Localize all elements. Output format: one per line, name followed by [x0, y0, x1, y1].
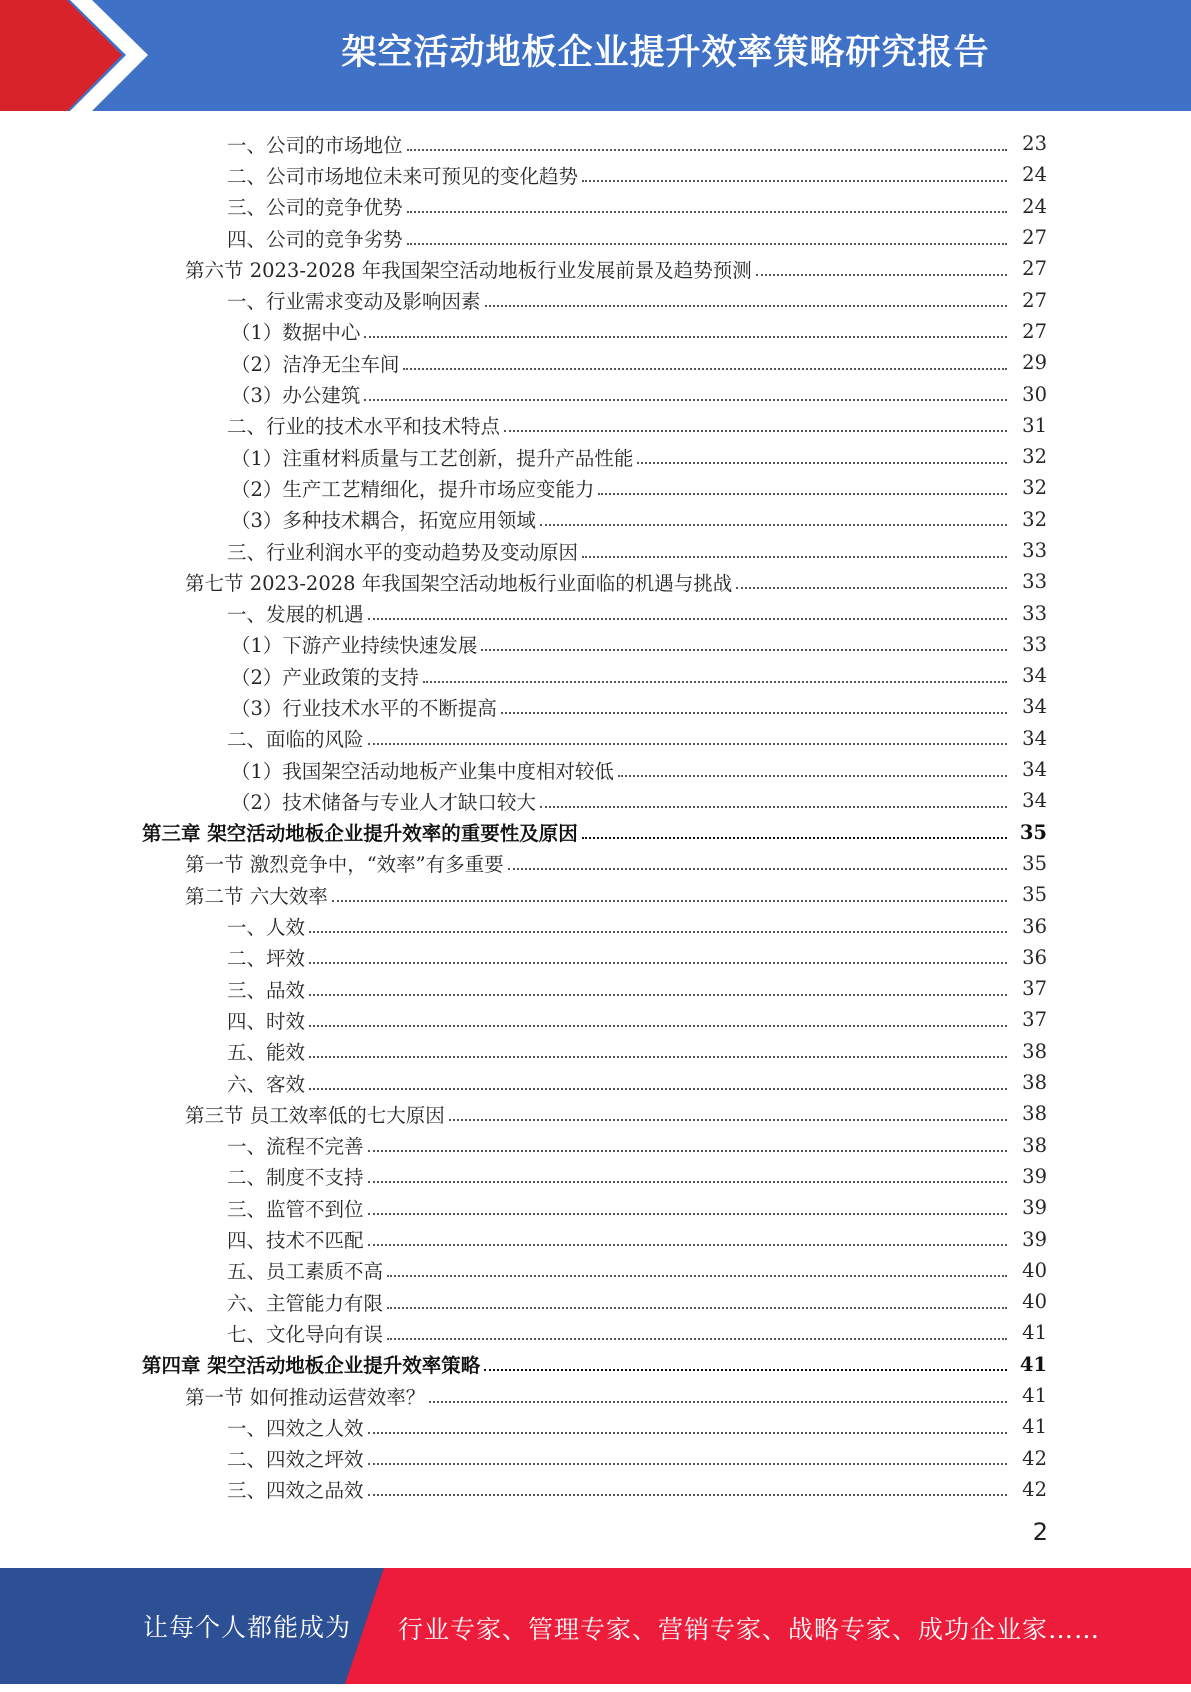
toc-subsection-entry[interactable]: [0, 942, 1191, 973]
toc-dot-leader: [368, 1150, 1007, 1152]
toc-dot-leader: [637, 462, 1007, 464]
toc-section-entry[interactable]: [0, 848, 1191, 879]
toc-entry-title: （2）洁净无尘车间: [231, 352, 400, 376]
toc-subsection-entry[interactable]: [0, 1067, 1191, 1098]
toc-section-entry[interactable]: [0, 566, 1191, 597]
toc-dot-leader: [449, 1119, 1007, 1121]
toc-entry-page: 35: [1022, 851, 1047, 875]
toc-subsection-entry[interactable]: [0, 629, 1191, 660]
toc-entry-title: 三、公司的竞争优势: [227, 196, 403, 220]
page-number: 2: [1032, 1518, 1048, 1546]
toc-entry-title: （1）数据中心: [231, 321, 361, 345]
toc-subsection-entry[interactable]: [0, 1286, 1191, 1317]
toc-entry-page: 31: [1022, 413, 1047, 437]
toc-dot-leader: [368, 1213, 1007, 1215]
toc-subsection-entry[interactable]: [0, 222, 1191, 253]
toc-subsection-entry[interactable]: [0, 472, 1191, 503]
toc-entry-title: 一、行业需求变动及影响因素: [227, 290, 481, 314]
toc-entry-page: 34: [1022, 664, 1047, 688]
toc-entry-page: 39: [1022, 1227, 1047, 1251]
toc-dot-leader: [407, 149, 1007, 151]
toc-subsection-entry[interactable]: [0, 785, 1191, 816]
toc-entry-page: 38: [1022, 1071, 1047, 1095]
toc-subsection-entry[interactable]: [0, 723, 1191, 754]
toc-subsection-entry[interactable]: [0, 973, 1191, 1004]
toc-dot-leader: [756, 274, 1007, 276]
toc-entry-title: 三、四效之品效: [227, 1479, 364, 1503]
toc-dot-leader: [332, 900, 1007, 902]
toc-subsection-entry[interactable]: [0, 535, 1191, 566]
toc-dot-leader: [407, 243, 1007, 245]
toc-entry-title: 三、品效: [227, 978, 306, 1002]
toc-entry-page: 36: [1022, 914, 1047, 938]
report-title: 架空活动地板企业提升效率策略研究报告: [341, 33, 990, 73]
toc-dot-leader: [582, 180, 1007, 182]
toc-entry-page: 40: [1022, 1290, 1047, 1314]
toc-entry-title: 二、行业的技术水平和技术特点: [227, 415, 501, 439]
toc-subsection-entry[interactable]: [0, 191, 1191, 222]
toc-section-entry[interactable]: [0, 1098, 1191, 1129]
table-of-contents: [0, 128, 1191, 1505]
report-header-banner: [0, 0, 1191, 111]
toc-subsection-entry[interactable]: [0, 660, 1191, 691]
toc-dot-leader: [429, 1401, 1007, 1403]
toc-entry-page: 41: [1019, 1352, 1047, 1376]
toc-entry-title: 第六节 2023-2028 年我国架空活动地板行业发展前景及趋势预测: [185, 258, 752, 282]
toc-subsection-entry[interactable]: [0, 1004, 1191, 1035]
toc-entry-title: 二、四效之坪效: [227, 1448, 364, 1472]
toc-subsection-entry[interactable]: [0, 347, 1191, 378]
toc-entry-page: 27: [1022, 226, 1047, 250]
toc-entry-page: 39: [1022, 1164, 1047, 1188]
toc-entry-page: 35: [1019, 820, 1047, 844]
toc-entry-title: 三、行业利润水平的变动趋势及变动原因: [227, 540, 579, 564]
toc-entry-title: 一、公司的市场地位: [227, 133, 403, 157]
toc-dot-leader: [736, 587, 1007, 589]
toc-entry-title: 一、发展的机遇: [227, 603, 364, 627]
toc-subsection-entry[interactable]: [0, 504, 1191, 535]
toc-subsection-entry[interactable]: [0, 1474, 1191, 1505]
toc-subsection-entry[interactable]: [0, 410, 1191, 441]
toc-entry-title: 一、流程不完善: [227, 1135, 364, 1159]
toc-entry-page: 27: [1022, 257, 1047, 281]
toc-subsection-entry[interactable]: [0, 1036, 1191, 1067]
toc-entry-title: 六、客效: [227, 1072, 306, 1096]
toc-dot-leader: [387, 1307, 1007, 1309]
toc-entry-title: 第一节 如何推动运营效率？: [185, 1385, 426, 1409]
toc-entry-title: 七、文化导向有误: [227, 1322, 384, 1346]
toc-entry-title: （2）生产工艺精细化，提升市场应变能力: [231, 477, 595, 501]
toc-dot-leader: [423, 681, 1007, 683]
toc-dot-leader: [309, 962, 1007, 964]
toc-entry-title: 第四章 架空活动地板企业提升效率策略: [142, 1354, 481, 1378]
toc-subsection-entry[interactable]: [0, 378, 1191, 409]
toc-entry-page: 33: [1022, 570, 1047, 594]
footer-slogan-right: 行业专家、管理专家、营销专家、战略专家、成功企业家……: [398, 1615, 1101, 1644]
toc-subsection-entry[interactable]: [0, 691, 1191, 722]
toc-dot-leader: [540, 806, 1007, 808]
toc-dot-leader: [387, 1275, 1007, 1277]
toc-entry-page: 41: [1022, 1321, 1047, 1345]
toc-entry-page: 33: [1022, 601, 1047, 625]
toc-entry-page: 27: [1022, 288, 1047, 312]
toc-entry-page: 42: [1022, 1477, 1047, 1501]
toc-entry-page: 34: [1022, 695, 1047, 719]
toc-dot-leader: [540, 524, 1007, 526]
toc-dot-leader: [309, 931, 1007, 933]
toc-entry-title: 三、监管不到位: [227, 1197, 364, 1221]
toc-entry-title: 六、主管能力有限: [227, 1291, 384, 1315]
toc-entry-page: 36: [1022, 945, 1047, 969]
toc-section-entry[interactable]: [0, 879, 1191, 910]
toc-subsection-entry[interactable]: [0, 754, 1191, 785]
toc-dot-leader: [481, 649, 1007, 651]
toc-entry-title: 二、面临的风险: [227, 728, 364, 752]
toc-subsection-entry[interactable]: [0, 1317, 1191, 1348]
toc-entry-title: 二、制度不支持: [227, 1166, 364, 1190]
toc-entry-title: 四、技术不匹配: [227, 1229, 364, 1253]
toc-entry-title: 一、四效之人效: [227, 1416, 364, 1440]
toc-entry-title: 四、公司的竞争劣势: [227, 227, 403, 251]
toc-entry-title: 四、时效: [227, 1009, 306, 1033]
toc-subsection-entry[interactable]: [0, 1223, 1191, 1254]
toc-entry-page: 32: [1022, 445, 1047, 469]
toc-dot-leader: [309, 1025, 1007, 1027]
toc-entry-page: 34: [1022, 758, 1047, 782]
toc-dot-leader: [508, 868, 1007, 870]
toc-dot-leader: [485, 305, 1007, 307]
toc-dot-leader: [368, 1463, 1007, 1465]
toc-entry-page: 38: [1022, 1133, 1047, 1157]
footer-banner: [0, 1568, 1191, 1684]
toc-entry-page: 33: [1022, 632, 1047, 656]
toc-dot-leader: [368, 1244, 1007, 1246]
toc-entry-page: 40: [1022, 1258, 1047, 1282]
toc-subsection-entry[interactable]: [0, 1130, 1191, 1161]
toc-entry-page: 24: [1022, 194, 1047, 218]
toc-dot-leader: [368, 1432, 1007, 1434]
toc-entry-page: 35: [1022, 883, 1047, 907]
toc-dot-leader: [368, 743, 1007, 745]
toc-entry-title: （2）技术储备与专业人才缺口较大: [231, 790, 536, 814]
toc-entry-page: 34: [1022, 726, 1047, 750]
toc-entry-page: 42: [1022, 1446, 1047, 1470]
toc-dot-leader: [364, 336, 1007, 338]
toc-dot-leader: [618, 775, 1007, 777]
toc-entry-title: 第二节 六大效率: [185, 884, 328, 908]
toc-entry-title: 第七节 2023-2028 年我国架空活动地板行业面临的机遇与挑战: [185, 571, 733, 595]
toc-dot-leader: [407, 211, 1007, 213]
toc-entry-page: 38: [1022, 1102, 1047, 1126]
toc-dot-leader: [582, 837, 1007, 839]
toc-subsection-entry[interactable]: [0, 128, 1191, 159]
footer-slogan-left: 让每个人都能成为: [143, 1613, 352, 1642]
toc-entry-page: 37: [1022, 977, 1047, 1001]
toc-entry-title: 二、坪效: [227, 947, 306, 971]
toc-subsection-entry[interactable]: [0, 1255, 1191, 1286]
toc-entry-title: 五、能效: [227, 1041, 306, 1065]
toc-entry-title: （1）下游产业持续快速发展: [231, 634, 478, 658]
toc-entry-title: （2）产业政策的支持: [231, 665, 419, 689]
toc-dot-leader: [309, 1088, 1007, 1090]
toc-entry-page: 30: [1022, 382, 1047, 406]
toc-subsection-entry[interactable]: [0, 284, 1191, 315]
toc-entry-page: 41: [1022, 1415, 1047, 1439]
toc-entry-page: 37: [1022, 1008, 1047, 1032]
toc-entry-title: 一、人效: [227, 916, 306, 940]
toc-entry-title: 第三节 员工效率低的七大原因: [185, 1103, 445, 1127]
toc-subsection-entry[interactable]: [0, 441, 1191, 472]
toc-entry-title: 二、公司市场地位未来可预见的变化趋势: [227, 164, 579, 188]
toc-entry-page: 29: [1022, 351, 1047, 375]
toc-entry-page: 23: [1022, 132, 1047, 156]
toc-entry-title: （3）多种技术耦合，拓宽应用领域: [231, 509, 536, 533]
toc-entry-page: 41: [1022, 1384, 1047, 1408]
toc-dot-leader: [484, 1369, 1007, 1371]
toc-dot-leader: [387, 1338, 1007, 1340]
toc-entry-page: 32: [1022, 476, 1047, 500]
toc-subsection-entry[interactable]: [0, 1192, 1191, 1223]
toc-chapter-entry[interactable]: [0, 1349, 1191, 1380]
toc-subsection-entry[interactable]: [0, 597, 1191, 628]
toc-dot-leader: [504, 430, 1007, 432]
toc-section-entry[interactable]: [0, 1380, 1191, 1411]
toc-dot-leader: [368, 1494, 1007, 1496]
toc-entry-page: 34: [1022, 789, 1047, 813]
toc-entry-page: 38: [1022, 1039, 1047, 1063]
toc-entry-title: （1）我国架空活动地板产业集中度相对较低: [231, 759, 614, 783]
toc-dot-leader: [368, 618, 1007, 620]
toc-entry-page: 32: [1022, 507, 1047, 531]
toc-dot-leader: [309, 994, 1007, 996]
toc-subsection-entry[interactable]: [0, 316, 1191, 347]
toc-subsection-entry[interactable]: [0, 910, 1191, 941]
toc-subsection-entry[interactable]: [0, 1442, 1191, 1473]
toc-dot-leader: [364, 399, 1007, 401]
toc-section-entry[interactable]: [0, 253, 1191, 284]
toc-entry-page: 33: [1022, 539, 1047, 562]
toc-dot-leader: [403, 368, 1007, 370]
toc-entry-page: 27: [1022, 319, 1047, 343]
toc-dot-leader: [501, 712, 1007, 714]
toc-entry-title: （1）注重材料质量与工艺创新，提升产品性能: [231, 446, 634, 470]
toc-dot-leader: [582, 556, 1007, 558]
toc-chapter-entry[interactable]: [0, 817, 1191, 848]
toc-entry-title: 五、员工素质不高: [227, 1260, 384, 1284]
toc-dot-leader: [598, 493, 1007, 495]
toc-subsection-entry[interactable]: [0, 1161, 1191, 1192]
toc-subsection-entry[interactable]: [0, 1411, 1191, 1442]
toc-entry-title: （3）办公建筑: [231, 384, 361, 408]
toc-dot-leader: [309, 1056, 1007, 1058]
toc-entry-title: 第三章 架空活动地板企业提升效率的重要性及原因: [142, 822, 578, 846]
toc-entry-title: （3）行业技术水平的不断提高: [231, 696, 497, 720]
toc-entry-page: 24: [1022, 163, 1047, 187]
toc-subsection-entry[interactable]: [0, 159, 1191, 190]
toc-entry-page: 39: [1022, 1196, 1047, 1220]
toc-entry-title: 第一节 激烈竞争中，“效率”有多重要: [185, 853, 504, 877]
toc-dot-leader: [368, 1181, 1007, 1183]
